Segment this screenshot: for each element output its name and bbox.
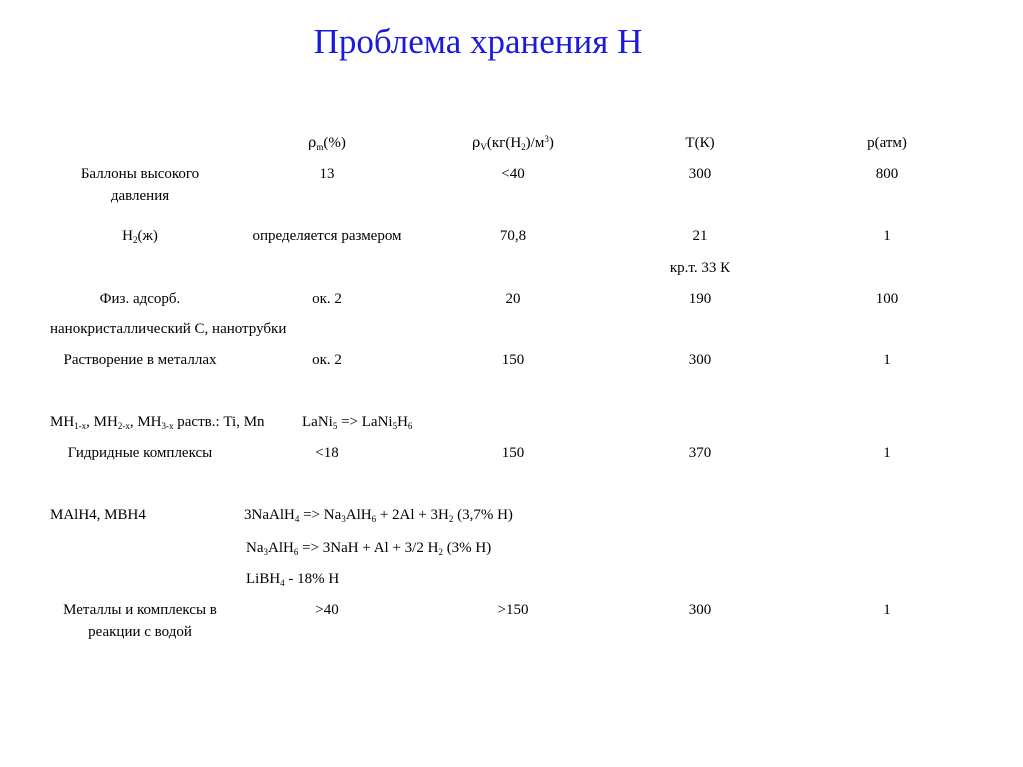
cell-water-pressure: 1 bbox=[883, 602, 891, 618]
cell-water-mass-density: >40 bbox=[315, 602, 339, 618]
cell-adsorption-pressure: 100 bbox=[875, 291, 899, 307]
cell-liquid-temperature: 21 bbox=[692, 228, 708, 244]
cell-hydrides-volume-density: 150 bbox=[501, 445, 525, 461]
row-label-adsorption: Физ. адсорб. bbox=[99, 291, 181, 307]
row-label-metal-dissolution: Растворение в металлах bbox=[63, 352, 217, 368]
header-mass-density: $\rho_m(\%)$ bbox=[308, 135, 346, 152]
cell-liquid-pressure: 1 bbox=[883, 228, 891, 244]
row-label-water-reaction: Металлы и комплексы в реакции с водой bbox=[63, 602, 217, 640]
cell-liquid-volume-density: 70,8 bbox=[499, 228, 527, 244]
cell-balloons-temperature: 300 bbox=[688, 166, 712, 182]
cell-hydrides-temperature: 370 bbox=[688, 445, 712, 461]
cell-adsorption-volume-density: 20 bbox=[505, 291, 521, 307]
equation-sodium-alanate-step1: 3NaAlH$_4$ => $Na_3AlH_6 + 2Al + 3H_2$ (3,7% Н) bbox=[244, 507, 513, 524]
row-label-liquid-hydrogen: $Н_2(ж)$ bbox=[122, 228, 158, 245]
note-alanate-borohydride: МAlH4, МВH4 bbox=[50, 507, 146, 523]
row-label-hydride-complexes: Гидридные комплексы bbox=[67, 445, 213, 461]
header-volume-density: $\rho_V(кг(Н_2)/м^3)$ bbox=[472, 134, 554, 152]
cell-hydrides-mass-density: <18 bbox=[315, 445, 339, 461]
equation-sodium-alanate-step2: $Na_3AlH_6 => 3NaH + Al + 3/2$ $H_2$ (3% Н) bbox=[246, 540, 492, 557]
cell-adsorption-mass-density: ок. 2 bbox=[312, 291, 342, 307]
cell-balloons-pressure: 800 bbox=[875, 166, 899, 182]
cell-liquid-mass-density: определяется размером bbox=[252, 228, 402, 244]
cell-water-temperature: 300 bbox=[688, 602, 712, 618]
row-label-balloons: Баллоны высокого давления bbox=[80, 166, 200, 204]
cell-adsorption-temperature: 190 bbox=[688, 291, 712, 307]
cell-metals-temperature: 300 bbox=[688, 352, 712, 368]
note-nanocrystalline-carbon: нанокристаллический С, нанотрубки bbox=[50, 321, 287, 337]
cell-balloons-mass-density: 13 bbox=[319, 166, 335, 182]
note-lanthanum-nickel-reaction: LaNi$_5$ => $LaNi_5H_6$ bbox=[302, 414, 413, 431]
cell-hydrides-pressure: 1 bbox=[883, 445, 891, 461]
equation-lithium-borohydride: LiBH$_4$ - 18% Н bbox=[246, 571, 340, 588]
note-critical-temperature: кр.т. 33 К bbox=[669, 260, 731, 276]
header-temperature: Т(К) bbox=[685, 135, 715, 151]
cell-metals-pressure: 1 bbox=[883, 352, 891, 368]
cell-balloons-volume-density: <40 bbox=[501, 166, 525, 182]
cell-metals-mass-density: ок. 2 bbox=[312, 352, 342, 368]
cell-water-volume-density: >150 bbox=[497, 602, 529, 618]
note-metal-hydrides: $МН_{1-х}$, $МН_{2-х}$, $МН_{3-х}$ раств.: Ti, Mn bbox=[50, 414, 265, 431]
header-pressure: р(атм) bbox=[867, 135, 907, 151]
page-title: Проблема хранения Н bbox=[313, 22, 643, 61]
cell-metals-volume-density: 150 bbox=[501, 352, 525, 368]
